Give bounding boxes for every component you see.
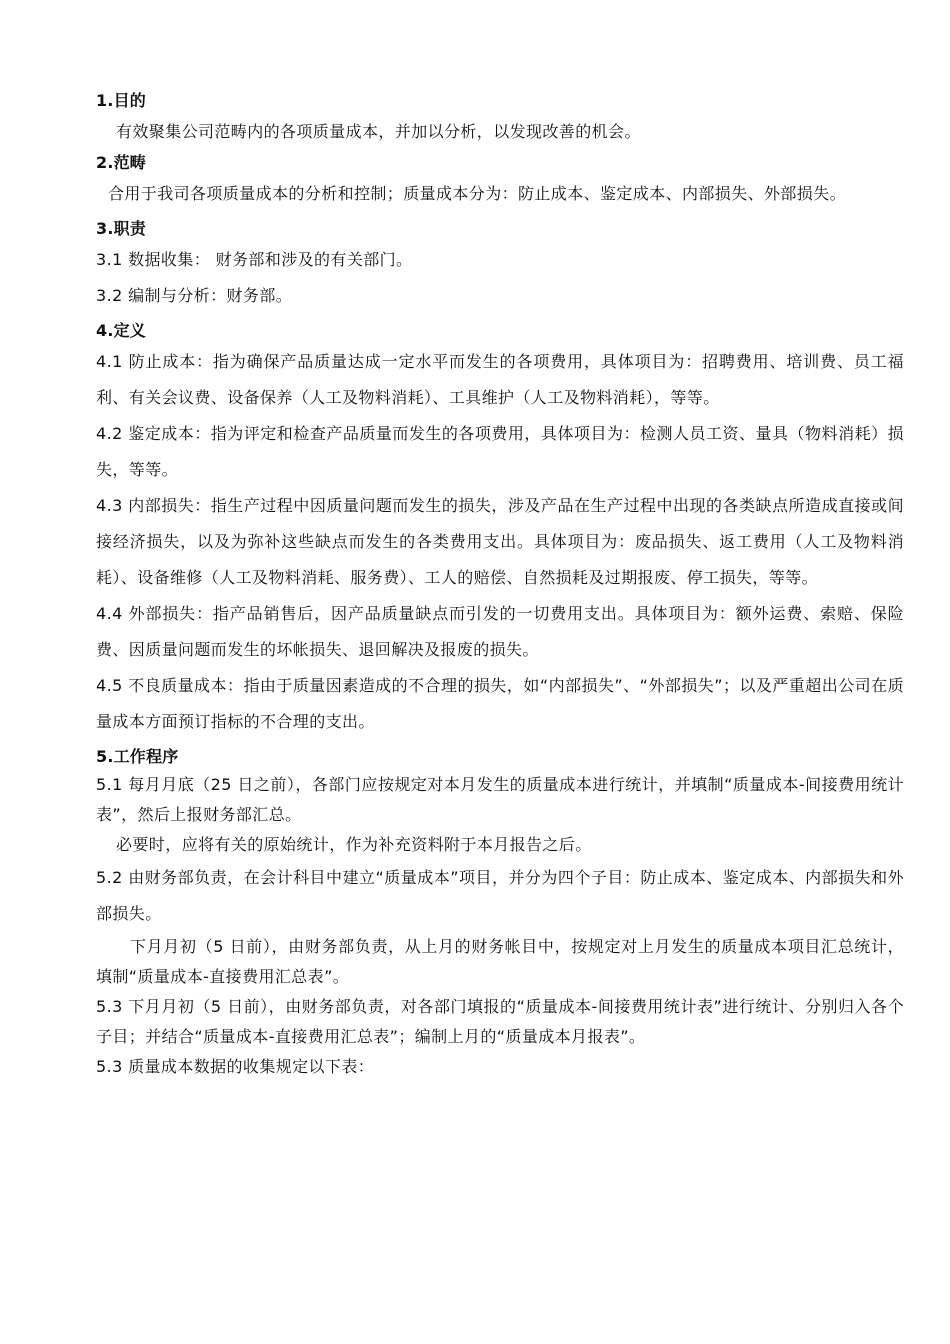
procedure-item-5-2: 5.2 由财务部负责，在会计科目中建立“质量成本”项目，并分为四个子目：防止成本、鉴定成本、内部损失和外部损失。 bbox=[96, 868, 904, 923]
section-title-procedure: 5.工作程序 bbox=[96, 747, 179, 766]
section-title-definition: 4.定义 bbox=[96, 321, 147, 340]
purpose-paragraph: 有效聚集公司范畴内的各项质量成本，并加以分析，以发现改善的机会。 bbox=[116, 122, 641, 141]
scope-paragraph: 合用于我司各项质量成本的分析和控制；质量成本分为：防止成本、鉴定成本、内部损失、外部损失。 bbox=[108, 184, 847, 203]
procedure-item-5-2-continued: 下月月初（5 日前），由财务部负责，从上月的财务帐目中，按规定对上月发生的质量成本项目汇总统计，填制“质量成本-直接费用汇总表”。 bbox=[96, 937, 904, 986]
definition-item-4-1: 4.1 防止成本：指为确保产品质量达成一定水平而发生的各项费用，具体项目为：招聘费用、培训费、员工福利、有关会议费、设备保养（人工及物料消耗）、工具维护（人工及物料消耗），等等。 bbox=[96, 352, 904, 407]
definition-item-4-5: 4.5 不良质量成本：指由于质量因素造成的不合理的损失，如“内部损失”、“外部损失”；以及严重超出公司在质量成本方面预订指标的不合理的支出。 bbox=[96, 676, 904, 731]
responsibility-item-3-1: 3.1 数据收集： 财务部和涉及的有关部门。 bbox=[96, 250, 413, 269]
definition-item-4-3: 4.3 内部损失：指生产过程中因质量问题而发生的损失，涉及产品在生产过程中出现的各类缺点所造成直接或间接经济损失，以及为弥补这些缺点而发生的各类费用支出。具体项目为：废品损失、返工费用（人工及物料消耗）、设备维修（人工及物料消耗、服务费）、工人的赔偿、自然损耗及过期报废、停工损失，等等。 bbox=[96, 496, 904, 587]
procedure-item-5-3: 5.3 下月月初（5 日前），由财务部负责，对各部门填报的“质量成本-间接费用统计表”进行统计、分别归入各个子目；并结合“质量成本-直接费用汇总表”；编制上月的“质量成本月报表”。 bbox=[96, 997, 904, 1046]
section-title-scope: 2.范畴 bbox=[96, 153, 147, 172]
definition-item-4-2: 4.2 鉴定成本：指为评定和检查产品质量而发生的各项费用，具体项目为：检测人员工资、量具（物料消耗）损失，等等。 bbox=[96, 424, 904, 479]
section-title-responsibility: 3.职责 bbox=[96, 219, 147, 238]
section-title-purpose: 1.目的 bbox=[96, 91, 147, 110]
document-page bbox=[96, 88, 904, 1082]
definition-item-4-4: 4.4 外部损失：指产品销售后，因产品质量缺点而引发的一切费用支出。具体项目为：额外运费、索赔、保险费、因质量问题而发生的坏帐损失、退回解决及报废的损失。 bbox=[96, 604, 904, 659]
procedure-item-5-1: 5.1 每月月底（25 日之前），各部门应按规定对本月发生的质量成本进行统计，并填制“质量成本-间接费用统计表”，然后上报财务部汇总。 bbox=[96, 775, 904, 824]
procedure-item-5-3-table-intro: 5.3 质量成本数据的收集规定以下表： bbox=[96, 1057, 375, 1076]
procedure-note: 必要时，应将有关的原始统计，作为补充资料附于本月报告之后。 bbox=[116, 835, 592, 854]
responsibility-item-3-2: 3.2 编制与分析：财务部。 bbox=[96, 286, 293, 305]
